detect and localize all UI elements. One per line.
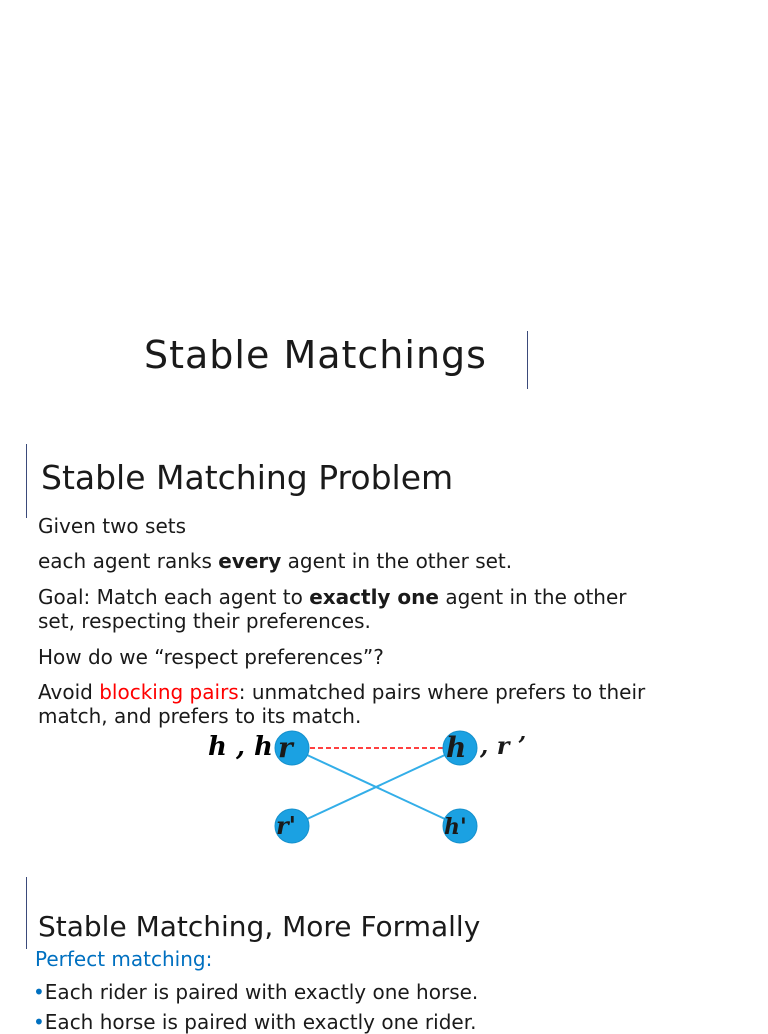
label-node-r: r — [278, 731, 293, 764]
line2-post: agent in the other set. — [281, 549, 513, 573]
label-left: h , h — [208, 732, 273, 762]
line5-pre: Avoid — [38, 680, 100, 704]
line4-text: How do we “respect preferences”? — [38, 645, 384, 669]
slide2-title: Stable Matching Problem — [41, 458, 454, 497]
line2-pre: each agent ranks — [38, 549, 219, 573]
perfect-matching-colon: : — [205, 947, 213, 971]
text-goal — [38, 585, 627, 609]
slide1-divider — [527, 331, 528, 389]
text-avoid-blocking-cont — [38, 704, 361, 728]
perfect-matching-heading — [35, 947, 212, 971]
line5-post: : unmatched pairs where prefers to their — [238, 680, 646, 704]
line3-bold: exactly one — [309, 585, 439, 609]
bullet1-text: Each rider is paired with exactly one horse. — [44, 980, 479, 1004]
text-goal-cont — [38, 609, 371, 633]
bullet-symbol: • — [33, 1010, 45, 1034]
bullet2-text: Each horse is paired with exactly one rider. — [44, 1010, 477, 1034]
text-each-agent-ranks — [38, 549, 512, 573]
label-right: , r ’ — [480, 731, 527, 760]
line3-post: agent in the other — [438, 585, 627, 609]
text-given-two-sets — [38, 514, 186, 538]
label-node-r-prime: r' — [276, 811, 296, 840]
bullet-rider — [33, 980, 478, 1004]
line3-cont: set, respecting their preferences. — [38, 609, 371, 633]
blocking-pairs-term: blocking pairs — [99, 680, 239, 704]
line3-pre: Goal: Match each agent to — [38, 585, 310, 609]
line5-cont: match, and prefers to its match. — [38, 704, 362, 728]
slide3-title: Stable Matching, More Formally — [38, 910, 481, 943]
perfect-matching-label: Perfect matching — [35, 947, 206, 971]
bullet-symbol: • — [33, 980, 45, 1004]
slide3-divider — [26, 877, 27, 949]
line1-text: Given two sets — [38, 514, 187, 538]
line2-bold: every — [218, 549, 282, 573]
slide1-title: Stable Matchings — [144, 333, 487, 377]
bullet-horse — [33, 1010, 476, 1034]
label-node-h: h — [446, 731, 467, 764]
label-node-h-prime: h' — [444, 814, 467, 840]
blocking-pair-diagram — [200, 728, 560, 853]
text-avoid-blocking — [38, 680, 645, 704]
slide2-divider — [26, 444, 27, 518]
text-respect-preferences — [38, 645, 384, 669]
